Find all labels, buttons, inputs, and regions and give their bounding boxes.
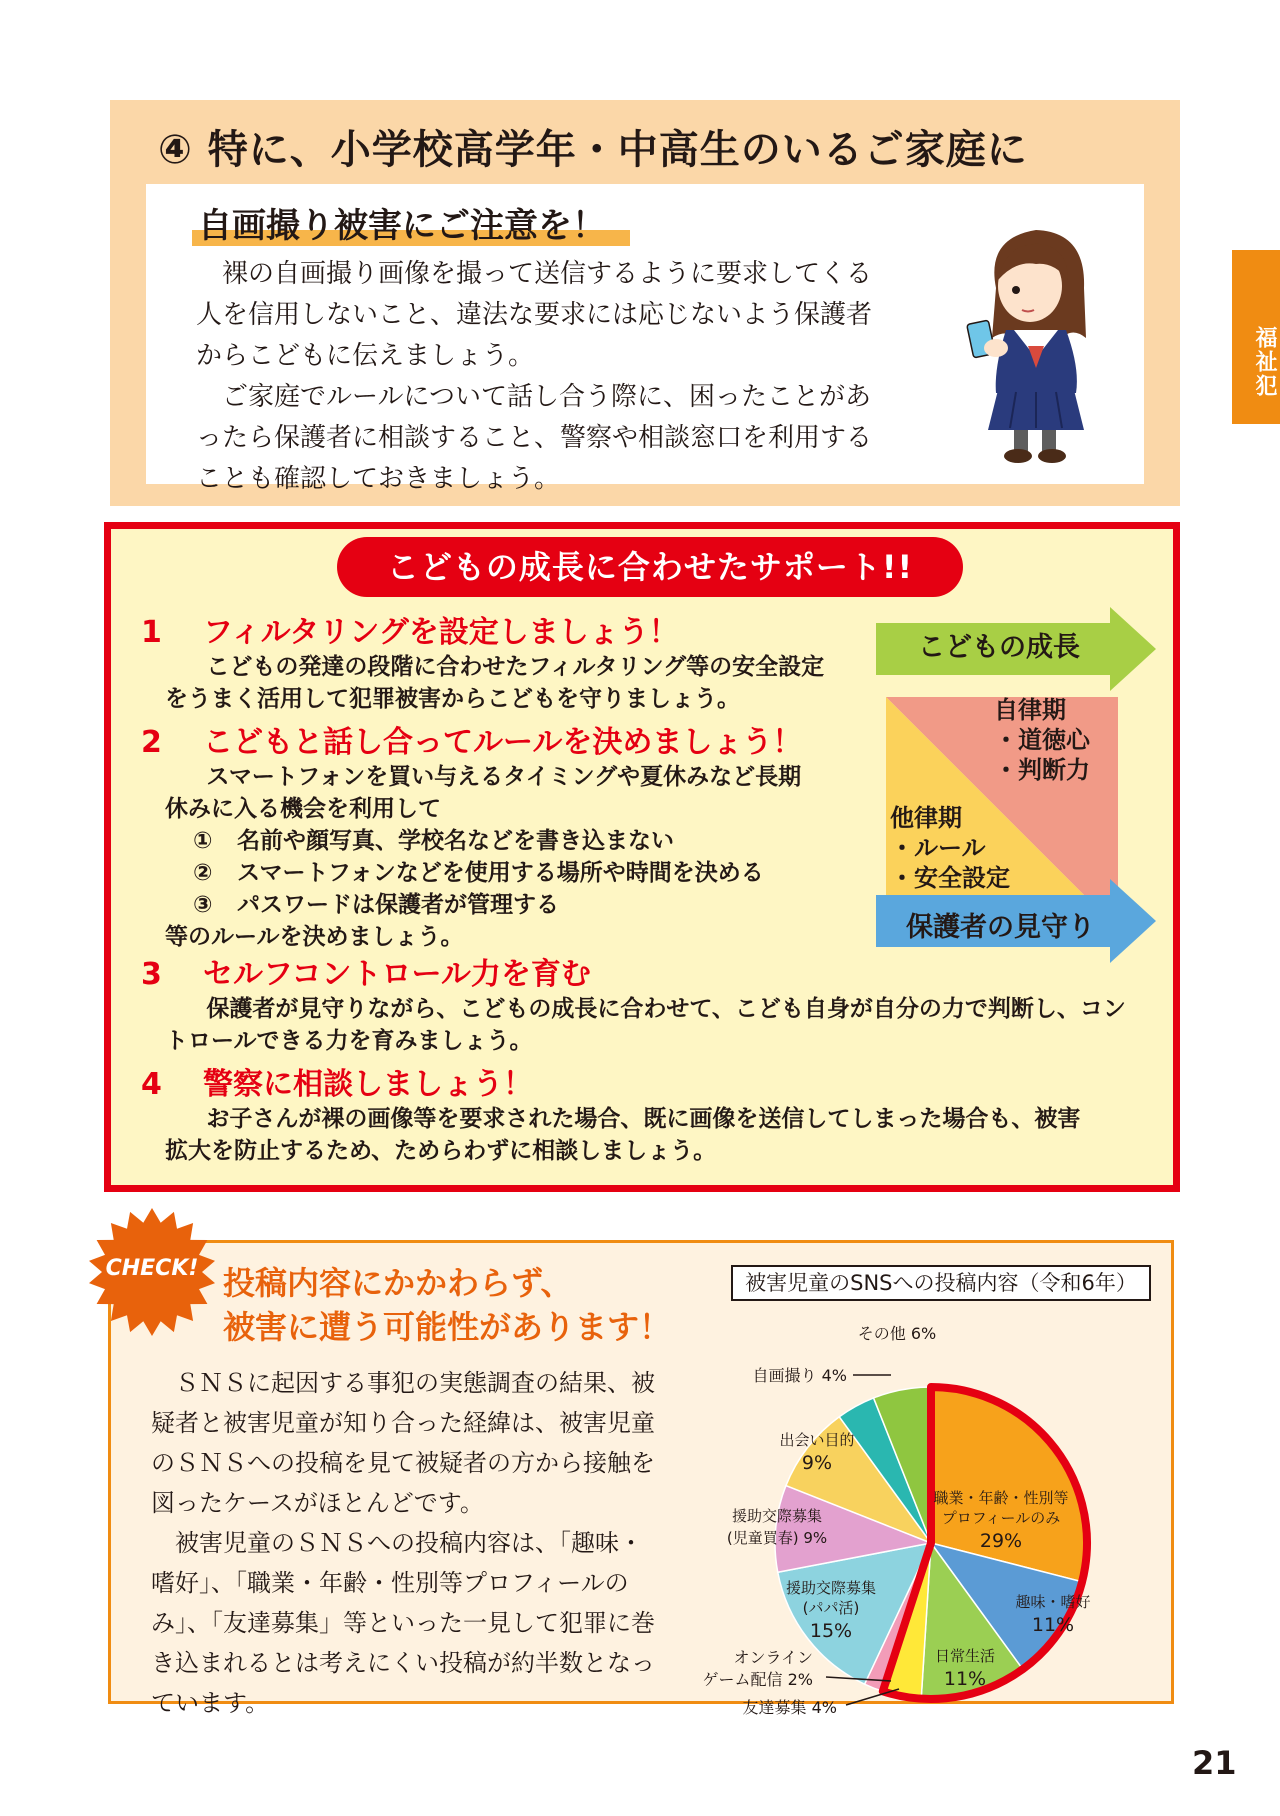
list-item: ③ パスワードは保護者が管理する	[193, 892, 559, 918]
paragraph: 被害児童のＳＮＳへの投稿内容は、「趣味・嗜好」、「職業・年齢・性別等プロフィールのみ」、「友達募集」等といった一見して犯罪に巻き込まれるとは考えにくい投稿が約半数となっています。	[151, 1529, 655, 1717]
support-banner: こどもの成長に合わせたサポート!!	[337, 537, 963, 597]
girl-with-phone-illustration	[956, 218, 1116, 468]
label-kaishun: 援助交際募集(児童買春) 9%	[726, 1507, 828, 1547]
rule-list	[141, 825, 802, 921]
label-friend: 友達募集 4%	[742, 1698, 837, 1717]
label-papa: 援助交際募集(パパ活) 15%	[785, 1579, 877, 1642]
growth-label: こどもの成長	[918, 632, 1080, 663]
chart-title: 被害児童のSNSへの投稿内容（令和6年）	[731, 1265, 1151, 1301]
label-daily: 日常生活 11%	[934, 1647, 996, 1690]
label-deai: 出会い目的 9%	[779, 1431, 855, 1474]
support-item-4	[141, 1059, 1080, 1167]
section-title: ④ 特に、小学校高学年・中高生のいるご家庭に	[158, 127, 1028, 173]
label-selfie: 自画撮り 4%	[752, 1366, 847, 1385]
list-item: ① 名前や顔写真、学校名などを書き込まない	[193, 828, 674, 854]
section-selfie-warning	[110, 100, 1180, 506]
self-discipline-text: 自律期 ・道徳心 ・判断力	[994, 696, 1090, 784]
support-item-text: こどもの発達の段階に合わせたフィルタリング等の安全設定 をうまく活用して犯罪被害からこどもを守りましょう。	[165, 654, 825, 712]
support-item-text: 保護者が見守りながら、こどもの成長に合わせて、こども自身が自分の力で判断し、コン トロールできる力を育みましょう。	[165, 996, 1126, 1054]
check-body	[151, 1363, 661, 1723]
support-item-title: 1 フィルタリングを設定しましょう！	[141, 615, 679, 650]
label-game: オンラインゲーム配信 2%	[702, 1648, 813, 1689]
support-item-title: 3 セルフコントロール力を育む	[141, 957, 591, 992]
paragraph: ＳＮＳに起因する事犯の実態調査の結果、被疑者と被害児童が知り合った経緯は、被害児童のＳＮＳへの投稿を見て被疑者の方から接触を図ったケースがほとんどです。	[151, 1369, 655, 1517]
selfie-warning-body	[196, 254, 876, 500]
support-item-text: お子さんが裸の画像等を要求された場合、既に画像を送信してしまった場合も、被害 拡大を防止するため、ためらわずに相談しましょう。	[165, 1106, 1081, 1164]
paragraph: 裸の自画撮り画像を撮って送信するように要求してくる人を信用しないこと、違法な要求には応じないよう保護者からこどもに伝えましょう。	[196, 259, 873, 371]
paragraph: ご家庭でルールについて話し合う際に、困ったことがあったら保護者に相談すること、警察や相談窓口を利用することも確認しておきましょう。	[196, 382, 873, 494]
support-item-2	[141, 717, 802, 953]
selfie-warning-box	[146, 184, 1144, 494]
support-item-title: 2 こどもと話し合ってルールを決めましょう！	[141, 725, 803, 760]
growth-diagram	[876, 613, 1166, 963]
support-item-3	[141, 949, 1126, 1057]
support-item-text: スマートフォンを買い与えるタイミングや夏休みなど長期 休みに入る機会を利用して	[165, 764, 802, 822]
sns-posts-pie-chart	[591, 1303, 1181, 1717]
heteronomy-text: 他律期 ・ルール ・安全設定	[890, 804, 1010, 892]
category-tab: 福祉犯	[1232, 250, 1280, 424]
section-support	[104, 522, 1180, 1192]
label-other: その他 6%	[857, 1324, 937, 1343]
page-number: 21	[1192, 1744, 1237, 1782]
check-label: CHECK!	[105, 1256, 199, 1281]
label-profile: 職業・年齢・性別等プロフィールのみ 29%	[933, 1489, 1069, 1552]
support-item-1	[141, 607, 824, 715]
list-item: ② スマートフォンなどを使用する場所や時間を決める	[193, 860, 764, 886]
selfie-warning-heading: 自画撮り被害にご注意を！	[198, 206, 606, 246]
section-sns-posts	[108, 1240, 1174, 1717]
support-item-text: 等のルールを決めましょう。	[165, 924, 464, 950]
guardian-label: 保護者の見守り	[906, 912, 1095, 943]
support-item-title: 4 警察に相談しましょう！	[141, 1067, 533, 1102]
check-heading: 投稿内容にかかわらず、 被害に遭う可能性があります！	[223, 1264, 672, 1346]
label-hobby: 趣味・嗜好 11%	[1015, 1593, 1091, 1636]
